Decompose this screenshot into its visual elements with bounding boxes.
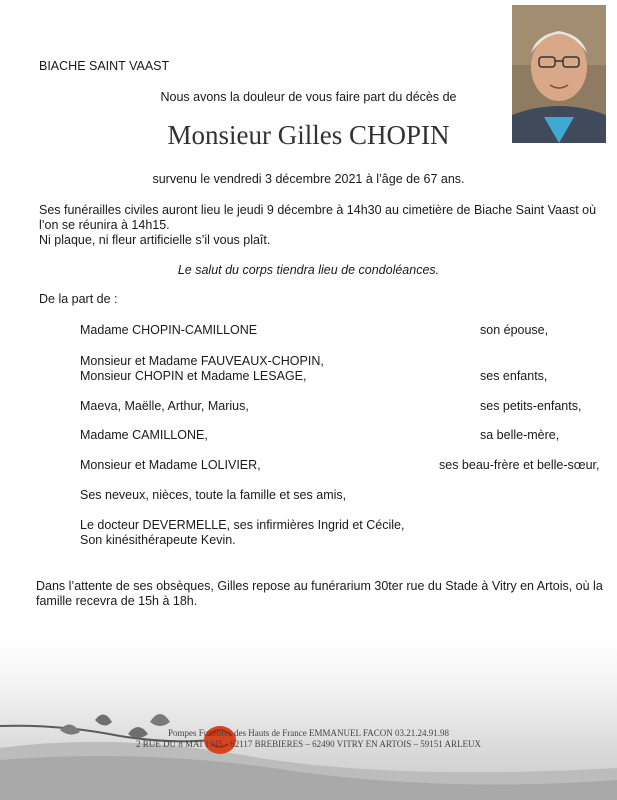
family-name-1: Madame CHOPIN-CAMILLONE bbox=[80, 323, 258, 337]
intro-line: Nous avons la douleur de vous faire part du décès de bbox=[160, 90, 457, 104]
family-relation-4: sa belle-mère, bbox=[480, 428, 560, 442]
rest-line-2: famille recevra de 15h à 18h. bbox=[36, 594, 198, 608]
funeral-line-1: Ses funérailles civiles auront lieu le jeudi 9 décembre à 14h30 au cimetière de Biache Saint Vaast où bbox=[39, 203, 597, 217]
family-name-6: Ses neveux, nièces, toute la famille et ses amis, bbox=[80, 488, 347, 502]
family-relation-1: son épouse, bbox=[480, 323, 549, 337]
family-name-3: Maeva, Maëlle, Arthur, Marius, bbox=[80, 399, 249, 413]
family-name-4: Madame CAMILLONE, bbox=[80, 428, 208, 442]
family-name-2b: Monsieur CHOPIN et Madame LESAGE, bbox=[80, 369, 307, 383]
family-name-5: Monsieur et Madame LOLIVIER, bbox=[80, 458, 261, 472]
family-relation-2: ses enfants, bbox=[480, 369, 548, 383]
condolences-note: Le salut du corps tiendra lieu de condoléances. bbox=[177, 263, 440, 277]
family-relation-3: ses petits-enfants, bbox=[480, 399, 582, 413]
family-name-7b: Son kinésithérapeute Kevin. bbox=[80, 533, 236, 547]
footer-image bbox=[0, 640, 617, 800]
rose-on-beach-icon bbox=[0, 640, 617, 800]
footer-line-1: Pompes Funèbres des Hauts de France EMMANUEL FACON 03.21.24.91.98 bbox=[168, 728, 449, 738]
family-name-2a: Monsieur et Madame FAUVEAUX-CHOPIN, bbox=[80, 354, 324, 368]
rest-line-1: Dans l’attente de ses obsèques, Gilles repose au funérarium 30ter rue du Stade à Vitry en Artois, où la bbox=[36, 579, 603, 593]
footer-line-2: 2 RUE DU 8 MAI 1945 - 62117 BREBIERES – 62490 VITRY EN ARTOIS – 59151 ARLEUX bbox=[136, 739, 481, 749]
family-relation-5: ses beau-frère et belle-sœur, bbox=[439, 458, 600, 472]
family-name-7a: Le docteur DEVERMELLE, ses infirmières Ingrid et Cécile, bbox=[80, 518, 405, 532]
from-label: De la part de : bbox=[39, 292, 118, 306]
date-line: survenu le vendredi 3 décembre 2021 à l’âge de 67 ans. bbox=[152, 172, 465, 186]
funeral-line-3: Ni plaque, ni fleur artificielle s’il vous plaît. bbox=[39, 233, 271, 247]
deceased-name: Monsieur Gilles CHOPIN bbox=[167, 120, 450, 150]
funeral-line-2: l’on se réunira à 14h15. bbox=[39, 218, 170, 232]
location: BIACHE SAINT VAAST bbox=[39, 59, 170, 73]
